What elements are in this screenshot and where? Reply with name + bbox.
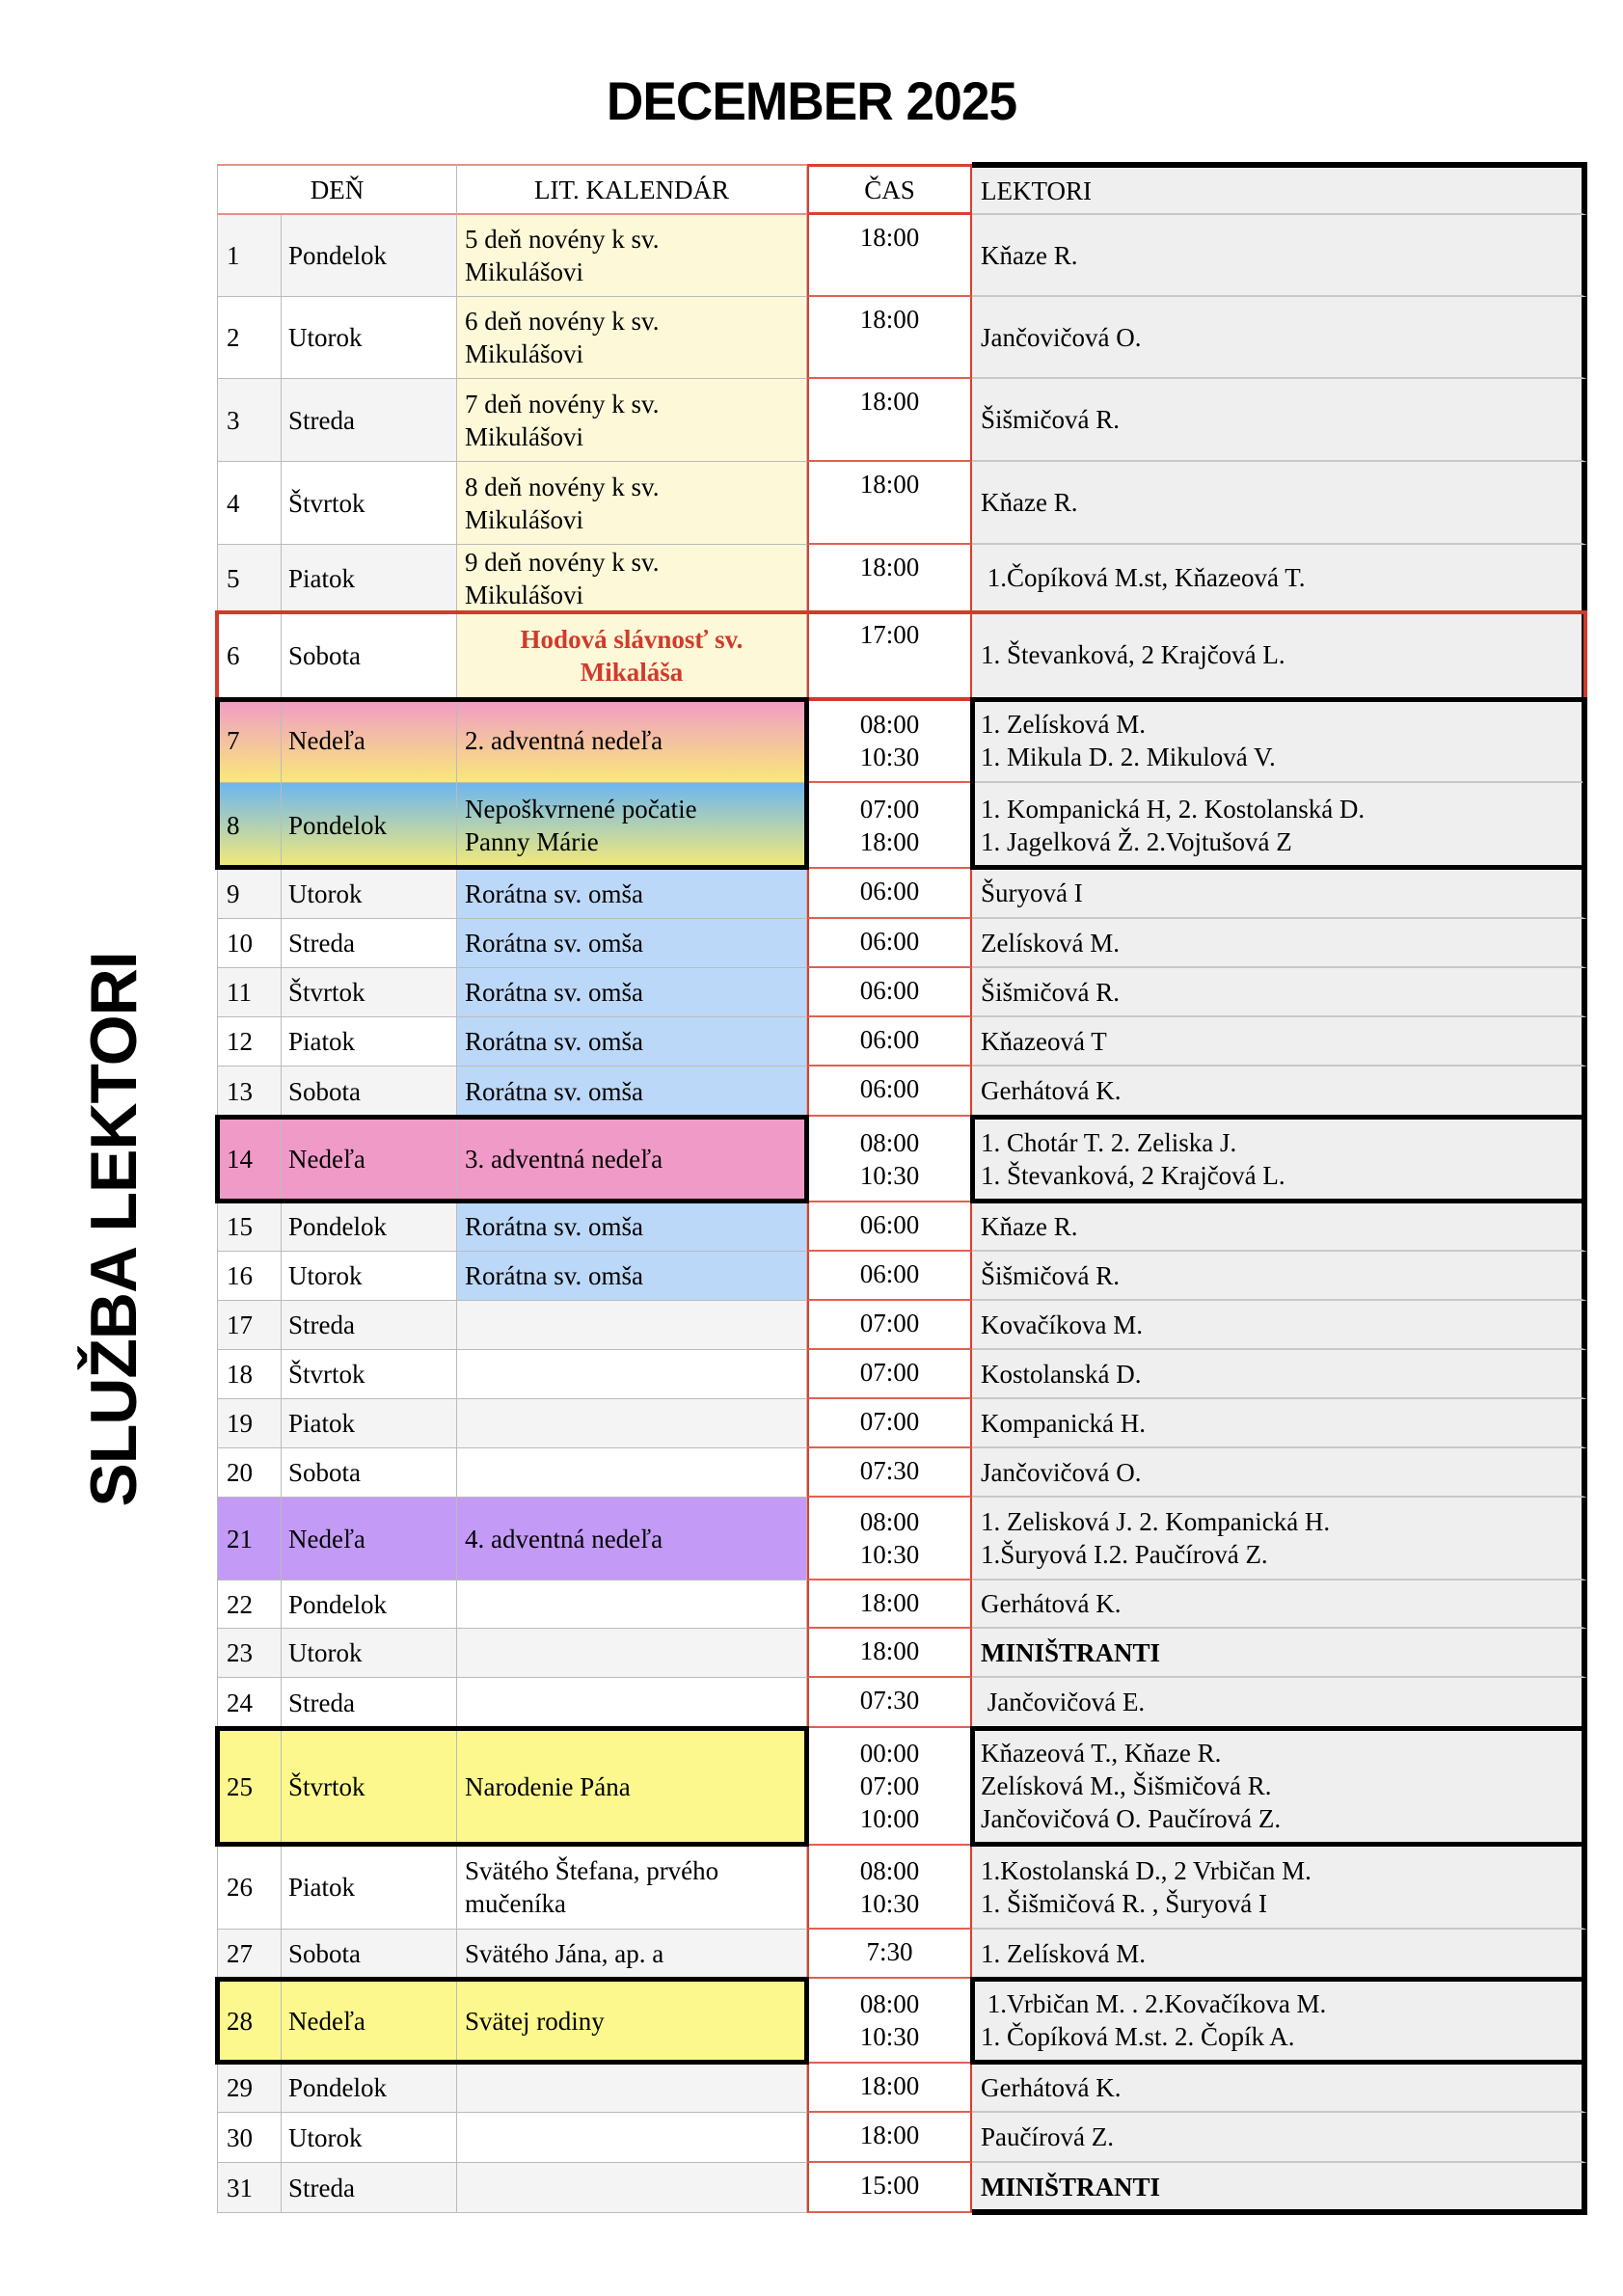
liturgical-entry xyxy=(457,2064,807,2113)
lector-names: Kompanická H. xyxy=(972,1399,1587,1448)
day-name: Štvrtok xyxy=(282,462,457,545)
day-number: 6 xyxy=(217,612,282,699)
liturgical-entry: Svätého Štefana, prvého mučeníka xyxy=(457,1846,807,1930)
lector-names: Paučírová Z. xyxy=(972,2113,1587,2163)
day-name: Pondelok xyxy=(282,215,457,297)
day-number: 28 xyxy=(217,1979,282,2064)
day-number: 24 xyxy=(217,1678,282,1728)
mass-time: 18:00 xyxy=(807,379,972,462)
day-name: Utorok xyxy=(282,1629,457,1678)
lector-names: 1. Števanková, 2 Krajčová L. xyxy=(972,612,1587,699)
liturgical-entry xyxy=(457,2113,807,2163)
day-name: Utorok xyxy=(282,297,457,379)
day-number: 2 xyxy=(217,297,282,379)
lector-names: Šišmičová R. xyxy=(972,1252,1587,1301)
liturgical-entry: Svätého Jána, ap. a xyxy=(457,1930,807,1979)
lector-names: 1. Zelisková J. 2. Kompanická H. 1.Šuryová I.2. Paučírová Z. xyxy=(972,1498,1587,1580)
mass-time: 07:30 xyxy=(807,1448,972,1498)
day-name: Štvrtok xyxy=(282,968,457,1017)
mass-time: 06:00 xyxy=(807,1202,972,1252)
day-name: Utorok xyxy=(282,1252,457,1301)
liturgical-entry: Rorátna sv. omša xyxy=(457,1067,807,1117)
day-number: 11 xyxy=(217,968,282,1017)
mass-time: 08:00 10:30 xyxy=(807,1117,972,1202)
day-name: Nedeľa xyxy=(282,1117,457,1202)
day-number: 14 xyxy=(217,1117,282,1202)
liturgical-entry: 5 deň novény k sv. Mikulášovi xyxy=(457,215,807,297)
lector-names: Šuryová I xyxy=(972,869,1587,919)
mass-time: 18:00 xyxy=(807,297,972,379)
day-number: 26 xyxy=(217,1846,282,1930)
day-number: 10 xyxy=(217,919,282,968)
day-number: 13 xyxy=(217,1067,282,1117)
mass-time: 08:00 10:30 xyxy=(807,1846,972,1930)
lector-names: Kňazeová T., Kňaze R. Zelísková M., Šišmičová R. Jančovičová O. Paučírová Z. xyxy=(972,1728,1587,1846)
mass-time: 15:00 xyxy=(807,2163,972,2213)
day-number: 19 xyxy=(217,1399,282,1448)
lector-names: Jančovičová O. xyxy=(972,297,1587,379)
mass-time: 06:00 xyxy=(807,968,972,1017)
day-name: Utorok xyxy=(282,2113,457,2163)
liturgical-entry: Rorátna sv. omša xyxy=(457,1202,807,1252)
day-name: Streda xyxy=(282,2163,457,2213)
lector-names: Kovačíkova M. xyxy=(972,1301,1587,1350)
liturgical-entry: 7 deň novény k sv. Mikulášovi xyxy=(457,379,807,462)
mass-time: 18:00 xyxy=(807,1580,972,1629)
liturgical-entry xyxy=(457,2163,807,2213)
header-den: DEŇ xyxy=(217,164,457,215)
day-name: Nedeľa xyxy=(282,1979,457,2064)
liturgical-entry: Svätej rodiny xyxy=(457,1979,807,2064)
lector-names: Jančovičová E. xyxy=(972,1678,1587,1728)
liturgical-entry xyxy=(457,1399,807,1448)
day-name: Štvrtok xyxy=(282,1728,457,1846)
lector-names: Kostolanská D. xyxy=(972,1350,1587,1399)
liturgical-entry: Narodenie Pána xyxy=(457,1728,807,1846)
mass-time: 17:00 xyxy=(807,612,972,699)
day-number: 5 xyxy=(217,545,282,612)
header-lit-kalendar: LIT. KALENDÁR xyxy=(457,164,807,215)
day-name: Piatok xyxy=(282,1846,457,1930)
day-name: Streda xyxy=(282,919,457,968)
day-name: Sobota xyxy=(282,1448,457,1498)
day-number: 21 xyxy=(217,1498,282,1580)
liturgical-entry: 9 deň novény k sv. Mikulášovi xyxy=(457,545,807,612)
lector-names: Kňaze R. xyxy=(972,462,1587,545)
liturgical-entry: Rorátna sv. omša xyxy=(457,968,807,1017)
mass-time: 18:00 xyxy=(807,462,972,545)
mass-time: 06:00 xyxy=(807,1252,972,1301)
lector-names: Šišmičová R. xyxy=(972,379,1587,462)
day-number: 3 xyxy=(217,379,282,462)
mass-time: 7:30 xyxy=(807,1930,972,1979)
day-name: Pondelok xyxy=(282,2064,457,2113)
page-title: DECEMBER 2025 xyxy=(606,70,1017,131)
mass-time: 08:00 10:30 xyxy=(807,1498,972,1580)
liturgical-entry: Nepoškvrnené počatie Panny Márie xyxy=(457,783,807,869)
mass-time: 07:00 xyxy=(807,1301,972,1350)
mass-time: 07:30 xyxy=(807,1678,972,1728)
liturgical-entry: Rorátna sv. omša xyxy=(457,919,807,968)
liturgical-entry: Rorátna sv. omša xyxy=(457,1017,807,1067)
liturgical-entry: Rorátna sv. omša xyxy=(457,869,807,919)
mass-time: 07:00 18:00 xyxy=(807,783,972,869)
mass-time: 00:00 07:00 10:00 xyxy=(807,1728,972,1846)
day-number: 27 xyxy=(217,1930,282,1979)
lector-names: 1.Kostolanská D., 2 Vrbičan M. 1. Šišmičová R. , Šuryová I xyxy=(972,1846,1587,1930)
side-label: SLUŽBA LEKTORI xyxy=(77,952,150,1507)
day-name: Nedeľa xyxy=(282,1498,457,1580)
lector-names: Kňaze R. xyxy=(972,215,1587,297)
day-number: 23 xyxy=(217,1629,282,1678)
mass-time: 06:00 xyxy=(807,1017,972,1067)
mass-time: 18:00 xyxy=(807,2113,972,2163)
day-name: Sobota xyxy=(282,1930,457,1979)
lector-names: Jančovičová O. xyxy=(972,1448,1587,1498)
mass-time: 06:00 xyxy=(807,919,972,968)
liturgical-entry: 6 deň novény k sv. Mikulášovi xyxy=(457,297,807,379)
lector-names: Gerhátová K. xyxy=(972,1580,1587,1629)
day-number: 30 xyxy=(217,2113,282,2163)
header-lektori: LEKTORI xyxy=(972,162,1587,215)
liturgical-entry xyxy=(457,1580,807,1629)
liturgical-entry xyxy=(457,1448,807,1498)
mass-time: 08:00 10:30 xyxy=(807,1979,972,2064)
mass-time: 18:00 xyxy=(807,545,972,612)
lector-names: 1. Zelísková M. xyxy=(972,1930,1587,1979)
day-number: 29 xyxy=(217,2064,282,2113)
mass-time: 06:00 xyxy=(807,869,972,919)
liturgical-entry: 3. adventná nedeľa xyxy=(457,1117,807,1202)
day-name: Streda xyxy=(282,1678,457,1728)
day-number: 22 xyxy=(217,1580,282,1629)
day-name: Piatok xyxy=(282,1017,457,1067)
liturgical-entry: Rorátna sv. omša xyxy=(457,1252,807,1301)
mass-time: 08:00 10:30 xyxy=(807,699,972,783)
mass-time: 18:00 xyxy=(807,215,972,297)
day-name: Sobota xyxy=(282,612,457,699)
liturgical-entry: 2. adventná nedeľa xyxy=(457,699,807,783)
lector-names: 1. Zelísková M. 1. Mikula D. 2. Mikulová V. xyxy=(972,699,1587,783)
day-number: 9 xyxy=(217,869,282,919)
day-name: Streda xyxy=(282,379,457,462)
day-number: 25 xyxy=(217,1728,282,1846)
day-name: Piatok xyxy=(282,545,457,612)
liturgical-entry: 8 deň novény k sv. Mikulášovi xyxy=(457,462,807,545)
liturgical-entry xyxy=(457,1629,807,1678)
lector-names: MINIŠTRANTI xyxy=(972,2163,1587,2213)
day-number: 15 xyxy=(217,1202,282,1252)
header-cas: ČAS xyxy=(807,164,972,215)
liturgical-entry xyxy=(457,1350,807,1399)
day-number: 7 xyxy=(217,699,282,783)
mass-time: 18:00 xyxy=(807,2064,972,2113)
day-name: Utorok xyxy=(282,869,457,919)
mass-time: 18:00 xyxy=(807,1629,972,1678)
day-number: 16 xyxy=(217,1252,282,1301)
lector-names: 1.Čopíková M.st, Kňazeová T. xyxy=(972,545,1587,612)
day-name: Sobota xyxy=(282,1067,457,1117)
day-name: Streda xyxy=(282,1301,457,1350)
lector-names: 1. Kompanická H, 2. Kostolanská D. 1. Jagelková Ž. 2.Vojtušová Z xyxy=(972,783,1587,869)
mass-time: 07:00 xyxy=(807,1399,972,1448)
lector-names: Kňazeová T xyxy=(972,1017,1587,1067)
day-name: Pondelok xyxy=(282,783,457,869)
day-number: 17 xyxy=(217,1301,282,1350)
lector-names: Kňaze R. xyxy=(972,1202,1587,1252)
day-name: Štvrtok xyxy=(282,1350,457,1399)
lector-names: MINIŠTRANTI xyxy=(972,1629,1587,1678)
day-name: Pondelok xyxy=(282,1202,457,1252)
liturgical-entry xyxy=(457,1301,807,1350)
day-number: 20 xyxy=(217,1448,282,1498)
lector-names: Šišmičová R. xyxy=(972,968,1587,1017)
day-number: 8 xyxy=(217,783,282,869)
day-name: Piatok xyxy=(282,1399,457,1448)
lector-names: Zelísková M. xyxy=(972,919,1587,968)
lector-names: 1. Chotár T. 2. Zeliska J. 1. Števanková, 2 Krajčová L. xyxy=(972,1117,1587,1202)
liturgical-entry: 4. adventná nedeľa xyxy=(457,1498,807,1580)
mass-time: 07:00 xyxy=(807,1350,972,1399)
mass-time: 06:00 xyxy=(807,1067,972,1117)
liturgical-entry: Hodová slávnosť sv. Mikaláša xyxy=(457,612,807,699)
lector-names: 1.Vrbičan M. . 2.Kovačíkova M. 1. Čopíková M.st. 2. Čopík A. xyxy=(972,1979,1587,2064)
day-number: 4 xyxy=(217,462,282,545)
lector-names: Gerhátová K. xyxy=(972,1067,1587,1117)
day-name: Pondelok xyxy=(282,1580,457,1629)
day-number: 31 xyxy=(217,2163,282,2213)
day-number: 12 xyxy=(217,1017,282,1067)
day-name: Nedeľa xyxy=(282,699,457,783)
day-number: 1 xyxy=(217,215,282,297)
day-number: 18 xyxy=(217,1350,282,1399)
lector-names: Gerhátová K. xyxy=(972,2064,1587,2113)
liturgical-entry xyxy=(457,1678,807,1728)
